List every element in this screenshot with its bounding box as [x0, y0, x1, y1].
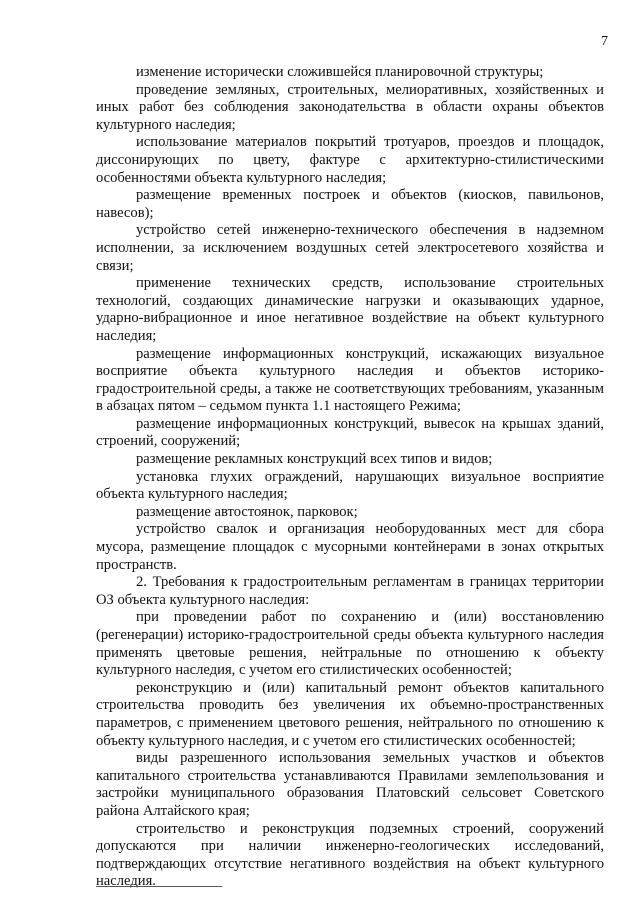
paragraph: проведение земляных, строительных, мелиоративных, хозяйственных и иных работ без соблюдения законодательства в области охраны объектов культурного наследия;: [96, 81, 604, 133]
paragraph: использование материалов покрытий тротуаров, проездов и площадок, диссонирующих по цвету, фактуре с архитектурно-стилистическими особенностями объекта культурного наследия;: [96, 134, 604, 186]
paragraph: строительство и реконструкция подземных строений, сооружений допускаются при наличии инженерно-геологических исследований, подтверждающих отсутствие негативного воздействия на объект культурного наследия.: [96, 820, 604, 890]
paragraph: при проведении работ по сохранению и (или) восстановлению (регенерации) историко-градостроительной среды объекта культурного наследия применять цветовые решения, нейтральные по отношению к объекту культурного наследия, с учетом его стилистических особенностей;: [96, 609, 604, 679]
paragraph: размещение информационных конструкций, искажающих визуальное восприятие объекта культурного наследия и объектов историко-градостроительной среды, а также не соответствующих требованиям, указанным в абзацах пятом – седьмом пункта 1.1 настоящего Режима;: [96, 345, 604, 415]
paragraph: размещение рекламных конструкций всех типов и видов;: [136, 451, 493, 468]
section-heading-paragraph: 2. Требования к градостроительным регламентам в границах территории ОЗ объекта культурного наследия:: [96, 574, 604, 608]
paragraph: применение технических средств, использование строительных технологий, создающих динамические нагрузки и оказывающих ударное, ударно-вибрационное и иное негативное воздействие на объект культурного наследия;: [96, 275, 604, 344]
document-body: [96, 64, 604, 891]
paragraph: виды разрешенного использования земельных участков и объектов капитального строительства устанавливаются Правилами землепользования и застройки муниципального образования Платовский сельсовет Советского района Алтайского края;: [96, 750, 604, 819]
paragraph: устройство сетей инженерно-технического обеспечения в надземном исполнении, за исключением воздушных сетей электросетевого хозяйства и связи;: [96, 222, 604, 274]
paragraph: размещение временных построек и объектов (киосков, павильонов, навесов);: [96, 187, 604, 221]
paragraph: устройство свалок и организация необорудованных мест для сбора мусора, размещение площадок с мусорными контейнерами в зонах открытых пространств.: [96, 521, 604, 573]
paragraph: размещение информационных конструкций, вывесок на крышах зданий, строений, сооружений;: [96, 415, 604, 450]
paragraph: установка глухих ограждений, нарушающих визуальное восприятие объекта культурного наследия;: [96, 468, 604, 503]
paragraph: изменение исторически сложившейся планировочной структуры;: [136, 64, 544, 80]
page-number: 7: [601, 34, 608, 49]
footnote-divider: [96, 886, 222, 887]
paragraph: реконструкцию и (или) капитальный ремонт объектов капитального строительства проводить без увеличения их объемно-пространственных параметров, с применением цветового решения, нейтрального по отношению к объекту культурного наследия, и с учетом его стилистических особенностей;: [96, 679, 604, 749]
paragraph: размещение автостоянок, парковок;: [136, 503, 358, 520]
